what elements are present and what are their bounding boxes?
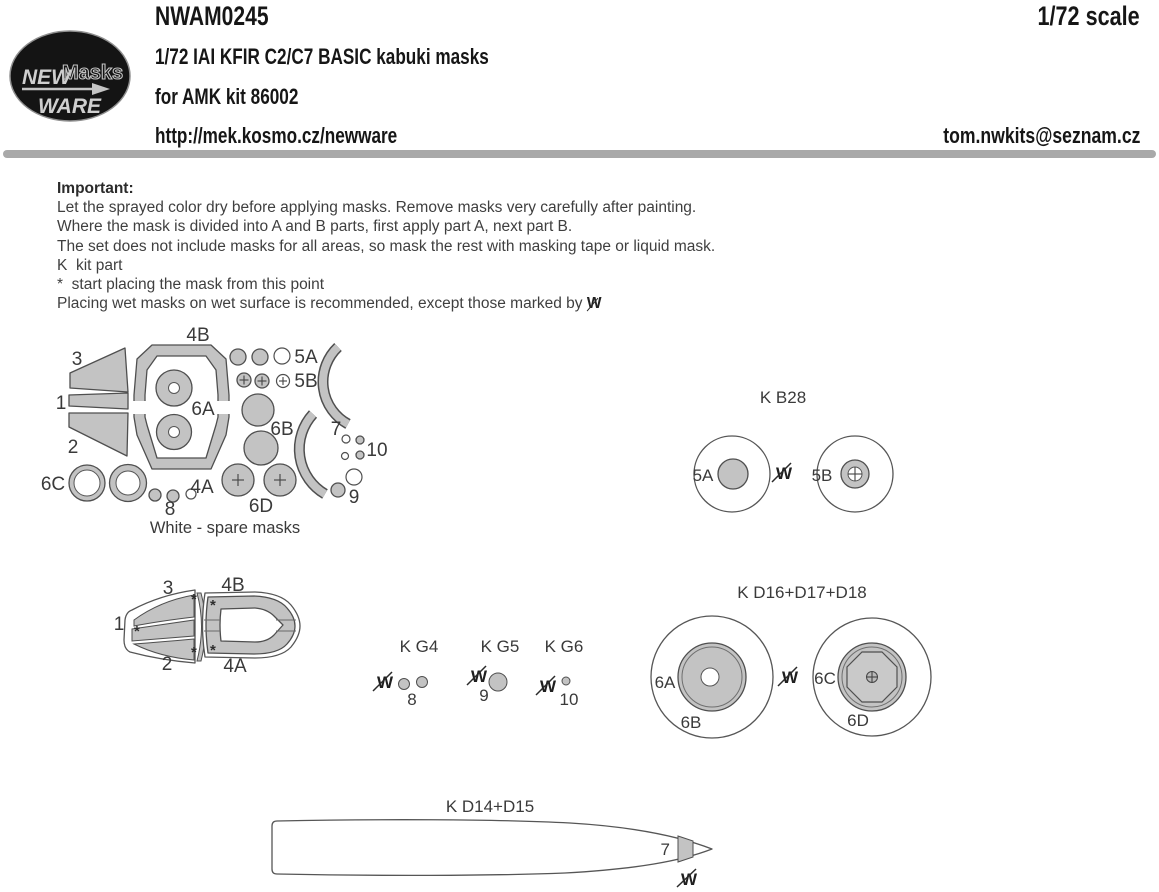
sheet-label-4a: 4A: [190, 477, 214, 498]
frame-gap-left: [128, 401, 148, 414]
w-symbol: [778, 667, 799, 687]
mask-5a-row: [230, 348, 290, 365]
instruction-line: The set does not include masks for all areas, so mask the rest with masking tape or liquid mask.: [57, 237, 716, 255]
scale-label: 1/72 scale: [1037, 1, 1140, 31]
g4-masks: [399, 677, 428, 690]
mask-sheet-diagram: [40, 325, 388, 545]
d16-label-6a: 6A: [654, 673, 676, 692]
newware-logo: [6, 28, 134, 130]
sheet-caption: White - spare masks: [149, 519, 301, 537]
logo-word-ware: WARE: [38, 95, 101, 118]
sheet-label-10: 10: [366, 440, 388, 461]
tank-band-mask-7: [678, 836, 693, 862]
section-g4-g5-g6: [365, 628, 590, 713]
mask-6c-rings: [69, 465, 147, 502]
sheet-label-6d: 6D: [248, 496, 274, 517]
canopy-label-3: 3: [162, 578, 174, 599]
canopy-label-4a: 4A: [223, 656, 247, 677]
mask-6d-discs: [222, 464, 296, 496]
d14-part-label: 7: [660, 840, 670, 859]
d16-label-6b: 6B: [680, 713, 702, 732]
sheet-label-6a: 6A: [191, 399, 215, 420]
logo-word-masks: Masks: [62, 62, 124, 84]
canopy-label-2: 2: [161, 654, 173, 675]
instruction-line: Where the mask is divided into A and B parts, first apply part A, next part B.: [57, 218, 573, 236]
d14-title: K D14+D15: [445, 797, 535, 816]
sheet-label-5a: 5A: [294, 347, 318, 368]
b28-label-5b: 5B: [811, 466, 833, 485]
website-url: http://mek.kosmo.cz/newware: [155, 123, 398, 148]
sheet-label-8: 8: [164, 499, 176, 520]
g5-title: K G5: [480, 637, 520, 656]
instruction-line: * start placing the mask from this point: [57, 276, 325, 294]
sheet-label-1: 1: [55, 393, 67, 414]
canopy-label-4b: 4B: [221, 575, 245, 596]
section-d14-d15: [265, 795, 735, 892]
svg-text:W: W: [540, 677, 557, 696]
logo-word-new: NEW: [22, 66, 71, 89]
product-title: 1/72 IAI KFIR C2/C7 BASIC kabuki masks: [155, 44, 489, 69]
mask-frame-4a4b: [134, 345, 229, 469]
b28-label-5a: 5A: [692, 466, 714, 485]
sheet-label-4b: 4B: [186, 325, 210, 346]
w-symbol: W: [586, 295, 602, 313]
contact-email: tom.nwkits@seznam.cz: [942, 123, 1140, 148]
svg-text:*: *: [210, 642, 216, 659]
svg-text:*: *: [210, 597, 216, 614]
section-b28: [678, 383, 928, 528]
g4-title: K G4: [399, 637, 439, 656]
g6-mask: [562, 677, 570, 685]
canopy-placement-diagram: [108, 575, 308, 683]
g6-title: K G6: [544, 637, 584, 656]
mask-6a-discs: [156, 370, 192, 450]
w-symbol: [373, 672, 394, 692]
product-code: NWAM0245: [155, 1, 269, 31]
instruction-line-w: Placing wet masks on wet surface is recommended, except those marked by W: [57, 295, 602, 313]
g4-part-label: 8: [407, 690, 417, 709]
w-symbol: [677, 869, 698, 889]
mask-5b-row: [237, 373, 290, 388]
fuel-tank-outline: [272, 820, 712, 876]
svg-text:*: *: [191, 591, 197, 608]
svg-text:W: W: [782, 668, 799, 687]
svg-text:*: *: [191, 644, 197, 661]
canopy-label-1: 1: [113, 614, 125, 635]
w-symbol: [772, 463, 793, 483]
b28-title: K B28: [759, 388, 807, 407]
mask-shape-1: [69, 393, 128, 409]
sheet-label-6b: 6B: [270, 419, 294, 440]
g5-part-label: 9: [479, 686, 489, 705]
instruction-line: Let the sprayed color dry before applying masks. Remove masks very carefully after painting.: [57, 199, 697, 217]
d16-label-6c: 6C: [814, 669, 836, 688]
sheet-label-7: 7: [330, 419, 342, 440]
instructions-heading: Important:: [57, 180, 134, 197]
sheet-label-9: 9: [348, 487, 360, 508]
d16-title: K D16+D17+D18: [737, 583, 867, 602]
svg-text:*: *: [134, 623, 140, 640]
section-d16-d17-d18: [640, 575, 950, 755]
svg-text:W: W: [776, 464, 793, 483]
svg-text:W: W: [681, 870, 698, 889]
sheet-label-3: 3: [71, 349, 83, 370]
sheet-label-2: 2: [67, 437, 79, 458]
header-divider: [3, 150, 1156, 158]
svg-text:W: W: [377, 673, 394, 692]
product-subtitle: for AMK kit 86002: [155, 84, 299, 109]
frame-gap-right: [215, 401, 235, 414]
w-symbol: [467, 666, 488, 686]
sheet-label-5b: 5B: [294, 371, 318, 392]
instruction-line: K kit part: [57, 256, 123, 274]
g6-part-label: 10: [559, 690, 579, 709]
instructions-block: [57, 179, 715, 313]
svg-text:W: W: [471, 667, 488, 686]
w-symbol: [536, 676, 557, 696]
mask-10-dots: [342, 435, 365, 460]
sheet-label-6c: 6C: [40, 474, 66, 495]
g5-mask: [489, 673, 507, 691]
d16-label-6d: 6D: [847, 711, 869, 730]
